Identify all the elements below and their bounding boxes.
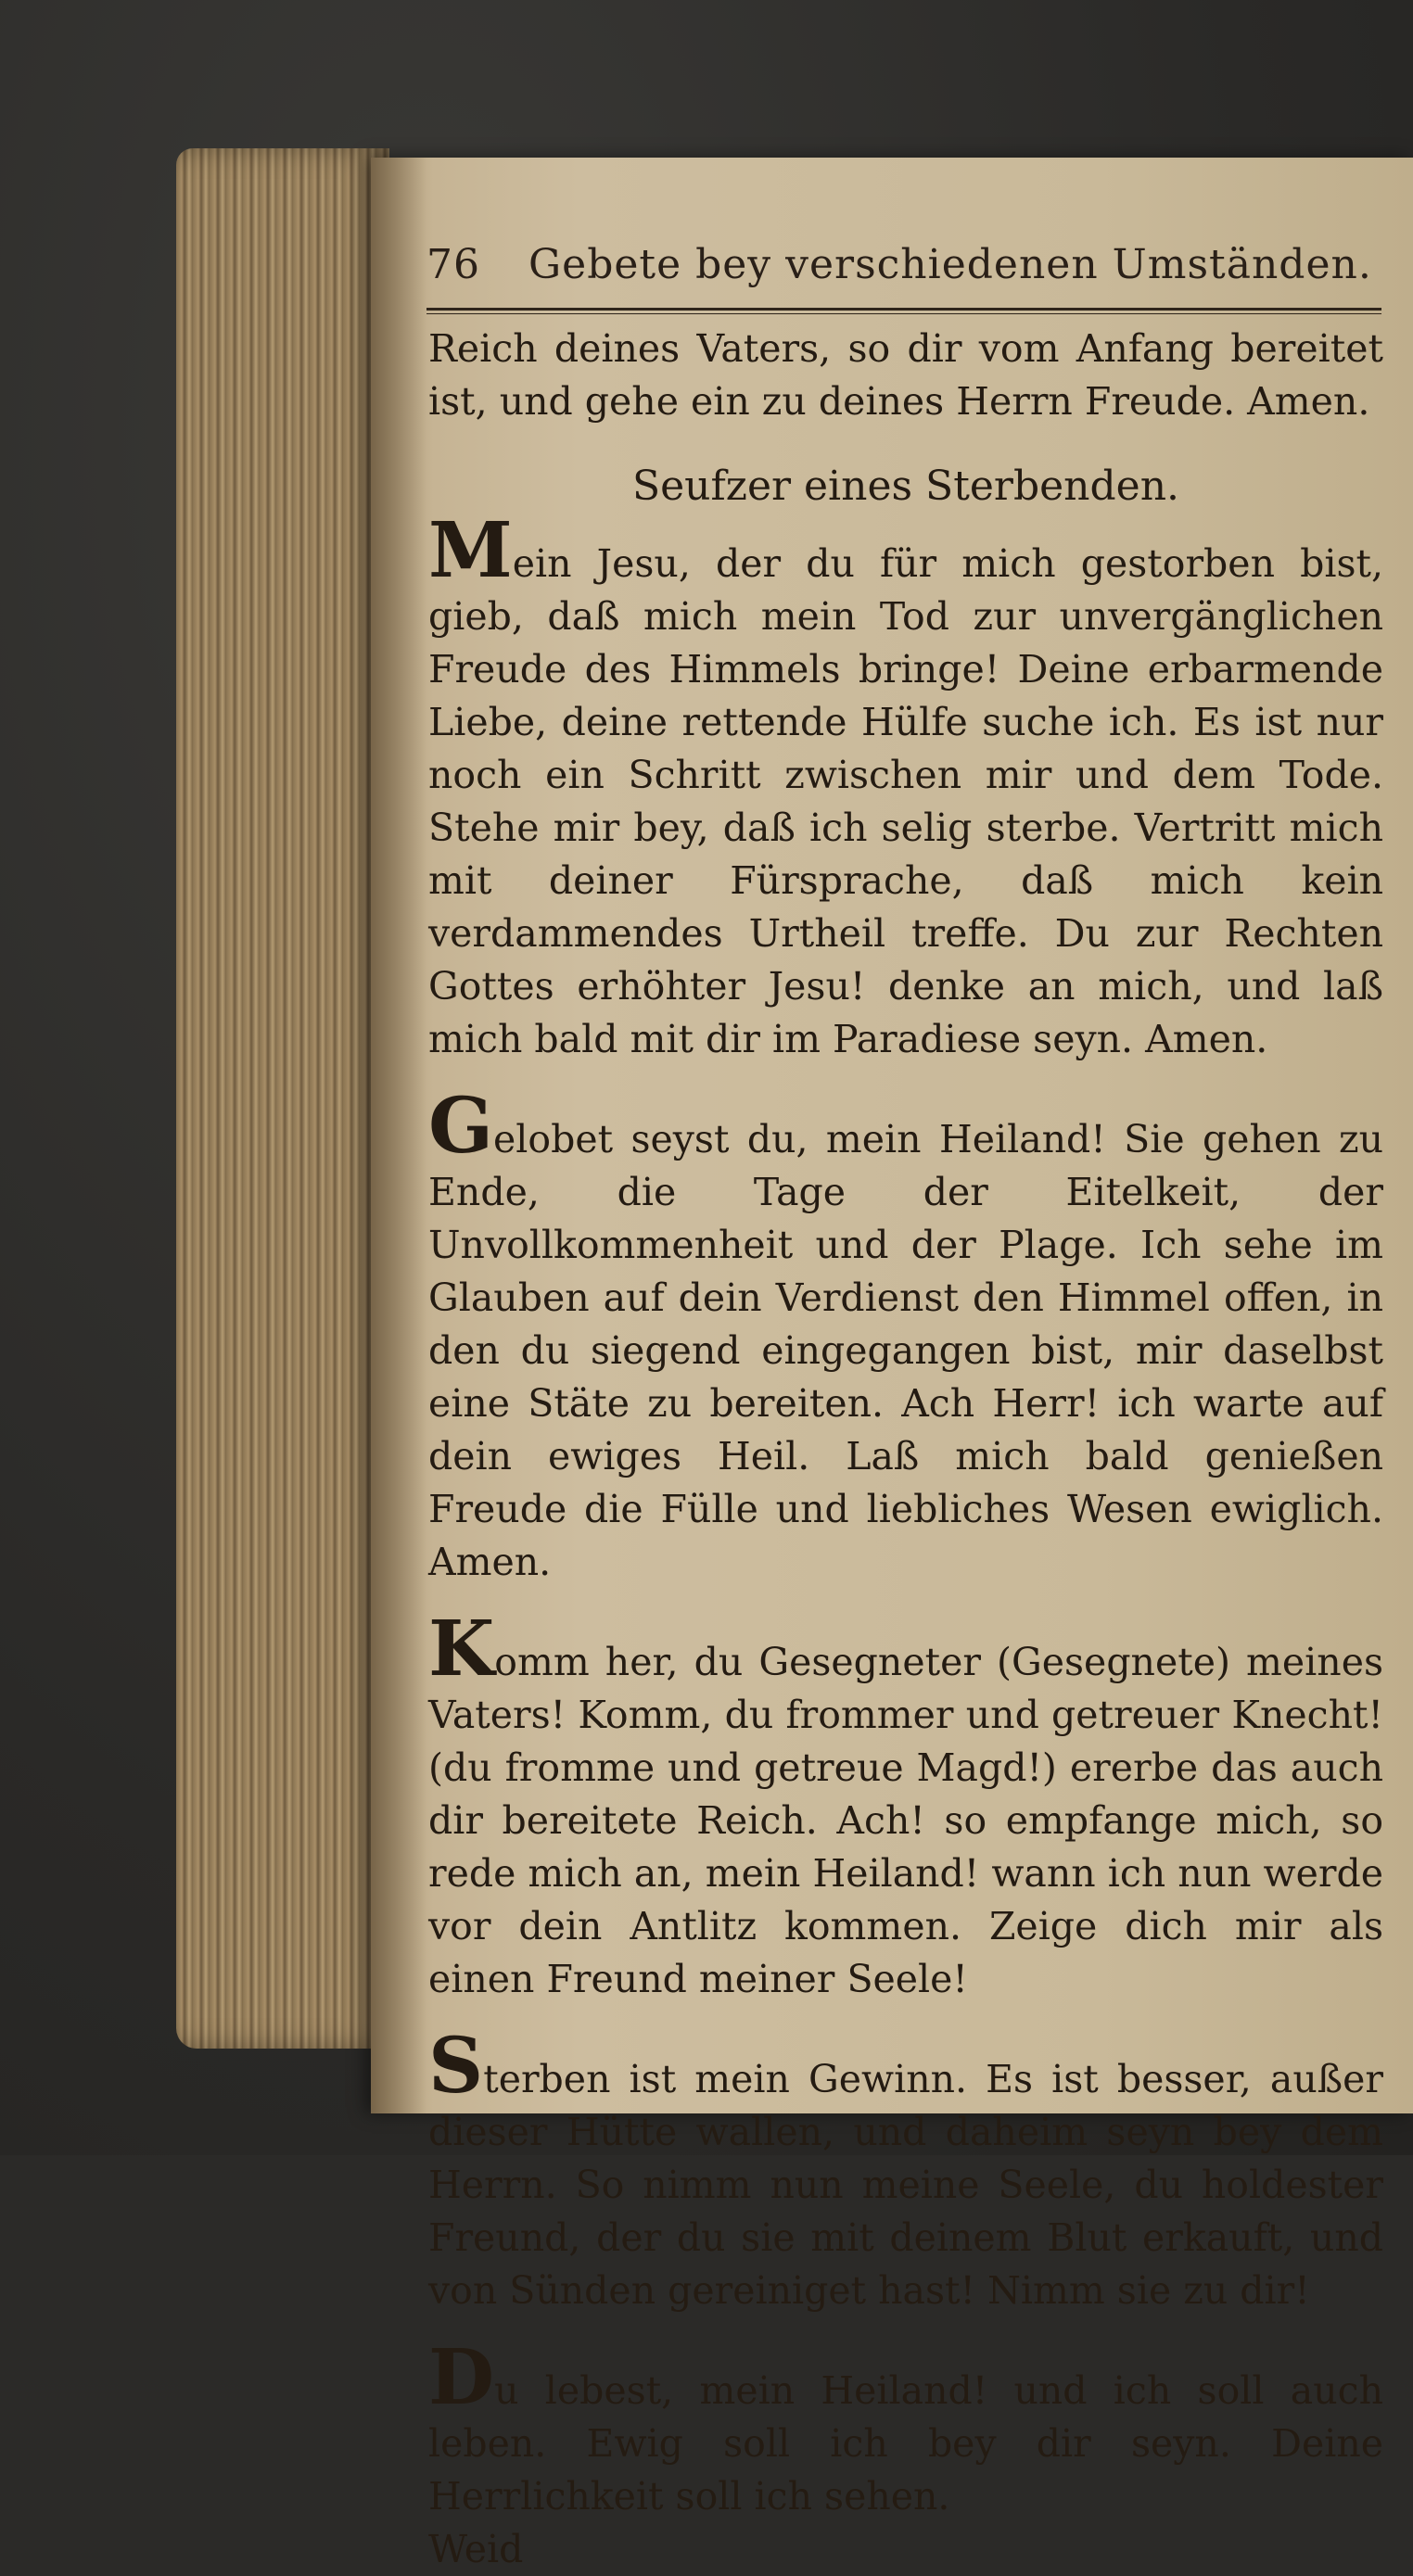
paragraph-continued: Reich deines Vaters, so dir vom Anfang bereitet ist, und gehe ein zu deines Herrn Freude. Amen. (428, 326, 1383, 424)
prayer-paragraph: Sterben ist mein Gewinn. Es ist besser, außer dieser Hütte wallen, und daheim seyn bey dem Herrn. So nimm nun meine Seele, du holdester Freund, der du sie mit deinem Blut erkauft, und von Sünden gereiniget hast! Nimm sie zu dir! (428, 2022, 1383, 2313)
page (371, 158, 1413, 2571)
initial-letter: M (428, 506, 513, 595)
page-text (428, 323, 1383, 2576)
running-title: Gebete bey verschiedenen Umständen. (528, 241, 1372, 288)
prayer-paragraph: Du lebest, mein Heiland! und ich soll auch leben. Ewig soll ich bey dir seyn. Deine Herrlichkeit soll ich sehen. (428, 2333, 1383, 2519)
initial-letter: D (428, 2333, 495, 2422)
gutter-shadow (371, 158, 426, 2113)
page-number: 76 (426, 241, 480, 288)
prayer-paragraph: Komm her, du Gesegneter (Gesegnete) meines Vaters! Komm, du frommer und getreuer Knecht! (du fromme und getreue Magd!) ererbe das auch dir bereitete Reich. Ach! so empfange mich, so rede mich an, mein Heiland! wann ich nun werde vor dein Antlitz kommen. Zeige dich mir als einen Freund meiner Seele! (428, 1605, 1383, 2001)
book (176, 130, 1413, 2571)
initial-letter: G (428, 1082, 494, 1171)
prayer-paragraph: Mein Jesu, der du für mich gestorben bist, gieb, daß mich mein Tod zur unvergänglichen Freude des Himmels bringe! Deine erbarmende Liebe, deine rettende Hülfe suche ich. Es ist nur noch ein Schritt zwischen mir und dem Tode. Stehe mir bey, daß ich selig sterbe. Vertritt mich mit deiner Fürsprache, daß mich kein verdammendes Urtheil treffe. Du zur Rechten Gottes erhöhter Jesu! denke an mich, und laß mich bald mit dir im Paradiese seyn. Amen. (428, 506, 1383, 1061)
prayer-paragraph: Gelobet seyst du, mein Heiland! Sie gehen zu Ende, die Tage der Eitelkeit, der Unvollkommenheit und der Plage. Ich sehe im Glauben auf dein Verdienst den Himmel offen, in den du siegend eingegangen bist, mir daselbst eine Stäte zu bereiten. Ach Herr! ich warte auf dein ewiges Heil. Laß mich bald genießen Freude die Fülle und liebliches Wesen ewiglich. Amen. (428, 1082, 1383, 1584)
running-header (426, 241, 1381, 288)
page-edges (176, 148, 389, 2049)
initial-letter: K (428, 1605, 495, 1694)
initial-letter: S (428, 2022, 484, 2111)
catchword: Weid (428, 2527, 524, 2571)
section-heading: Seufzer eines Sterbenden. (631, 463, 1180, 510)
header-rule (426, 308, 1381, 314)
